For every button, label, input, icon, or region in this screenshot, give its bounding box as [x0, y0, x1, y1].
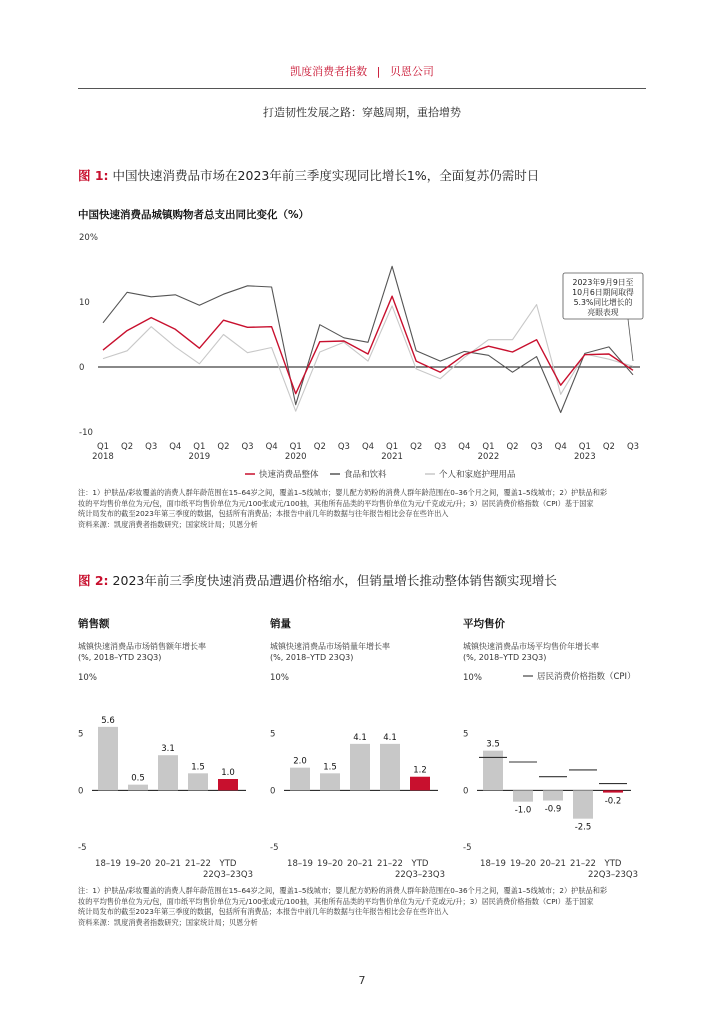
x-tick-label: 21–22: [377, 859, 403, 869]
x-tick-label: 21–22: [185, 859, 211, 869]
annotation-text: 5.3%同比增长的: [573, 298, 633, 307]
panel2-subtitle-line: (%, 2018–YTD 23Q3): [270, 653, 354, 662]
bar: [188, 773, 208, 790]
bar: [218, 779, 238, 790]
bar: [350, 744, 370, 790]
bar-value-label: -1.0: [514, 805, 532, 816]
x-tick-label: Q2: [410, 442, 423, 452]
x-tick-label: Q2: [217, 442, 230, 452]
annotation-text: 2023年9月9日至: [572, 278, 634, 287]
legend-label: 食品和饮料: [344, 470, 387, 480]
annotation-text: 10月6日期间取得: [572, 288, 634, 297]
x-tick-label: Q1: [193, 442, 206, 452]
x-tick-label: Q1: [578, 442, 591, 452]
x-tick-label: Q4: [361, 442, 375, 452]
bar-value-label: -0.9: [544, 804, 562, 815]
bar: [128, 785, 148, 791]
y-tick-label: 0: [78, 786, 84, 797]
header-rule: [78, 88, 646, 89]
x-tick-label: 20–21: [347, 859, 373, 869]
x-tick-label: Q3: [626, 442, 640, 452]
legend-label: 快速消费品整体: [259, 470, 319, 480]
x-tick-label: Q4: [554, 442, 567, 452]
y-tick-label: 5: [463, 729, 469, 740]
fig1-line-chart: [0, 225, 724, 490]
y-tick-label: -5: [463, 843, 472, 853]
x-tick-label: Q4: [169, 442, 182, 452]
y-tick-label: 10: [79, 298, 90, 308]
annotation-leader: [628, 319, 633, 361]
year-label: 2020: [284, 452, 307, 462]
x-tick-sublabel: 22Q3–23Q3: [394, 870, 446, 880]
fig2-title: [78, 571, 557, 589]
bar-value-label: 1.0: [221, 768, 235, 778]
y-tick-label: 10%: [78, 673, 97, 683]
bar: [380, 744, 400, 790]
bar: [573, 790, 593, 818]
header-partner: 贝恩公司: [389, 65, 434, 78]
header-brand: 凯度消费者指数: [290, 65, 368, 78]
bar-value-label: 1.5: [323, 762, 337, 773]
bar-value-label: 3.1: [161, 744, 175, 755]
y-tick-label: 0: [79, 363, 85, 373]
panel3-subtitle-line: 城镇快速消费品市场平均售价年增长率: [463, 642, 599, 651]
panel2-title: 销量: [270, 618, 291, 630]
legend-label: 个人和家庭护理用品: [439, 470, 516, 480]
x-tick-label: 18–19: [95, 859, 121, 869]
x-tick-label: Q2: [506, 442, 519, 452]
series-line: [103, 266, 633, 412]
x-tick-label: Q3: [145, 442, 158, 452]
fig2-note-line: 妆的平均售价单位为元/包，面巾纸平均售价单位为元/100张或元/100抽，其他所有品类的平均售价单位为元/千克或元/升；3）居民消费价格指数（CPI）基于国家: [78, 896, 594, 906]
year-label: 2022: [477, 452, 500, 462]
fig1-note-line: 注：1）护肤品/彩妆覆盖的消费人群年龄范围在15–64岁之间，覆盖1–5线城市；婴儿配方奶粉的消费人群年龄范围在0–36个月之间，覆盖1–5线城市；2）护肤品和彩: [78, 488, 608, 497]
fig1-title-text: 中国快速消费品市场在2023年前三季度实现同比增长1%，全面复苏仍需时日: [112, 168, 540, 183]
fig2-note-line: 统计局发布的截至2023年第三季度的数据，包括所有消费品；本报告中前几年的数据与往年报告相比会存在些许出入: [78, 907, 449, 916]
fig1-title: [78, 166, 539, 184]
bar-value-label: -2.5: [574, 822, 592, 833]
report-header: [0, 63, 724, 79]
panel3-subtitle: [463, 641, 599, 663]
x-tick-sublabel: 22Q3–23Q3: [202, 870, 254, 880]
bar-value-label: 1.5: [191, 762, 205, 773]
x-tick-label: Q3: [337, 442, 350, 452]
x-tick-label: Q4: [265, 442, 278, 452]
fig1-note-line: 统计局发布的截至2023年第三季度的数据，包括所有消费品；本报告中前几年的数据与往年报告相比会存在些许出入: [78, 509, 449, 518]
x-tick-label: Q4: [458, 442, 471, 452]
bar: [513, 790, 533, 801]
y-tick-label: -10: [79, 428, 93, 438]
x-tick-label: YTD: [604, 859, 622, 869]
bar-value-label: -0.2: [604, 796, 622, 807]
y-tick-label: 20%: [79, 233, 98, 243]
fig1-notes: [78, 488, 650, 530]
fig2-source-line: 资料来源：凯度消费者指数研究；国家统计局；贝恩分析: [78, 917, 258, 927]
fig1-source-line: 资料来源：凯度消费者指数研究；国家统计局；贝恩分析: [78, 519, 258, 529]
fig2-label: 图 2:: [78, 573, 109, 588]
bar-value-label: 4.1: [383, 732, 397, 743]
series-line: [103, 296, 633, 394]
y-tick-label: 10%: [270, 673, 289, 683]
bar-value-label: 1.2: [413, 765, 427, 776]
bar: [483, 751, 503, 791]
x-tick-label: 20–21: [155, 859, 181, 869]
fig1-note-line: 妆的平均售价单位为元/包，面巾纸平均售价单位为元/100张或元/100抽，其他所有品类的平均售价单位为元/千克或元/升；3）居民消费价格指数（CPI）基于国家: [78, 498, 594, 508]
x-tick-label: 19–20: [125, 859, 151, 869]
y-tick-label: -5: [270, 843, 279, 853]
x-tick-label: Q2: [121, 442, 134, 452]
x-tick-label: YTD: [219, 859, 237, 869]
bar: [290, 768, 310, 791]
x-tick-label: Q1: [386, 442, 399, 452]
panel3-title: 平均售价: [463, 618, 505, 630]
annotation-text: 亮眼表现: [587, 308, 619, 317]
year-label: 2021: [381, 452, 403, 462]
panel1-title: 销售额: [78, 618, 110, 630]
x-tick-label: Q2: [602, 442, 615, 452]
fig2-note-line: 注：1）护肤品/彩妆覆盖的消费人群年龄范围在15–64岁之间，覆盖1–5线城市；婴儿配方奶粉的消费人群年龄范围在0–36个月之间，覆盖1–5线城市；2）护肤品和彩: [78, 886, 608, 895]
bar: [603, 790, 623, 792]
panel2-subtitle-line: 城镇快速消费品市场销量年增长率: [270, 642, 390, 651]
x-tick-label: Q1: [96, 442, 110, 452]
fig2-bar-charts: [0, 665, 724, 885]
bar: [158, 755, 178, 790]
year-label: 2018: [92, 452, 114, 462]
y-tick-label: -5: [78, 843, 87, 853]
report-subtitle: 打造韧性发展之路：穿越周期，重拾增势: [263, 106, 461, 119]
bar-value-label: 3.5: [486, 739, 500, 750]
x-tick-label: 18–19: [480, 859, 506, 869]
panel1-subtitle: [78, 641, 206, 663]
x-tick-label: Q1: [482, 442, 495, 452]
year-label: 2019: [188, 452, 211, 462]
x-tick-label: Q3: [530, 442, 543, 452]
x-tick-label: Q1: [289, 442, 302, 452]
y-tick-label: 5: [78, 729, 84, 740]
x-tick-label: Q2: [313, 442, 326, 452]
fig1-label: 图 1:: [78, 168, 109, 183]
panel1-subtitle-line: 城镇快速消费品市场销售额年增长率: [78, 642, 206, 651]
x-tick-label: Q3: [241, 442, 254, 452]
bar: [410, 777, 430, 791]
bar: [320, 773, 340, 790]
x-tick-label: 19–20: [510, 859, 536, 869]
page-number: 7: [358, 974, 366, 987]
y-tick-label: 0: [270, 786, 276, 797]
header-separator: |: [376, 65, 381, 78]
panel3-subtitle-line: (%, 2018–YTD 23Q3): [463, 653, 547, 662]
bar-value-label: 0.5: [131, 773, 145, 784]
fig2-notes: [78, 886, 650, 928]
x-tick-label: YTD: [411, 859, 429, 869]
y-tick-label: 0: [463, 786, 469, 797]
x-tick-label: Q3: [434, 442, 447, 452]
panel1-subtitle-line: (%, 2018–YTD 23Q3): [78, 653, 162, 662]
x-tick-sublabel: 22Q3–23Q3: [587, 870, 639, 880]
y-tick-label: 5: [270, 729, 276, 740]
bar-value-label: 5.6: [101, 715, 115, 726]
y-tick-label: 10%: [463, 673, 482, 683]
fig2-title-text: 2023年前三季度快速消费品遭遇价格缩水，但销量增长推动整体销售额实现增长: [112, 573, 557, 588]
x-tick-label: 19–20: [317, 859, 343, 869]
year-label: 2023: [573, 452, 596, 462]
cpi-legend-label: 居民消费价格指数（CPI）: [537, 672, 636, 682]
x-tick-label: 20–21: [540, 859, 566, 869]
bar-value-label: 2.0: [293, 756, 307, 767]
x-tick-label: 18–19: [287, 859, 313, 869]
bar: [98, 727, 118, 790]
panel2-subtitle: [270, 641, 390, 663]
bar-value-label: 4.1: [353, 732, 367, 743]
fig1-chart-title: 中国快速消费品城镇购物者总支出同比变化（%）: [78, 209, 310, 221]
x-tick-label: 21–22: [570, 859, 596, 869]
bar: [543, 790, 563, 800]
